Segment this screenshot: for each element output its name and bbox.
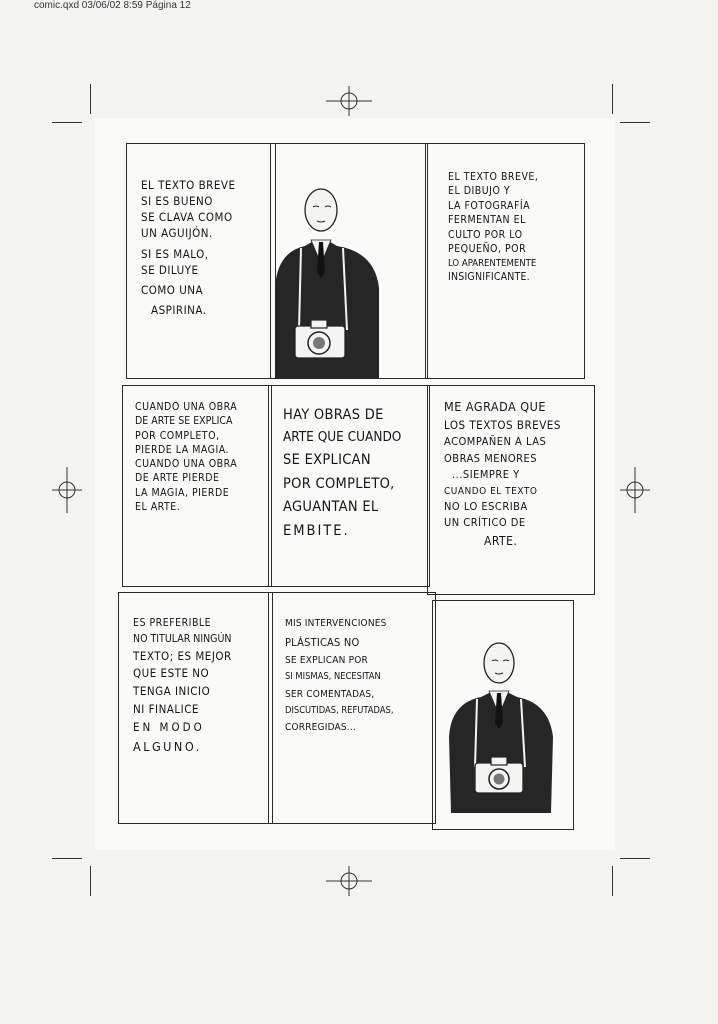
comic-panel-2 <box>270 143 428 379</box>
text-line: CULTO POR LO <box>448 228 523 241</box>
text-line: EL DIBUJO Y <box>448 185 511 198</box>
text-line: FERMENTAN EL <box>448 214 526 227</box>
text-line: CORREGIDAS... <box>285 722 356 734</box>
text-line: UN AGUIJÓN. <box>141 225 213 240</box>
crop-mark <box>612 84 613 114</box>
text-line: LOS TEXTOS BREVES <box>444 417 561 432</box>
comic-panel-1 <box>126 143 276 379</box>
text-line: SE EXPLICAN POR <box>285 654 368 666</box>
text-line: DE ARTE PIERDE <box>135 472 220 485</box>
text-line: LO APARENTEMENTE <box>448 257 537 269</box>
text-line: LA FOTOGRAFÍA <box>448 199 531 212</box>
text-line: PLÁSTICAS NO <box>285 635 360 649</box>
photographer-figure-icon <box>441 637 561 817</box>
panel-6-text <box>444 398 561 550</box>
text-line: CUANDO UNA OBRA <box>135 458 238 471</box>
text-line: TENGA INICIO <box>133 684 211 699</box>
crop-mark <box>52 122 82 123</box>
registration-mark-icon <box>620 467 650 513</box>
comic-panel-6 <box>427 385 595 595</box>
comic-panel-4 <box>122 385 272 587</box>
text-line: SE DILUYE <box>141 263 199 278</box>
text-line: CUANDO UNA OBRA <box>135 401 238 413</box>
text-line: ES PREFERIBLE <box>133 617 212 629</box>
text-line: SI ES MALO, <box>141 247 209 262</box>
registration-mark-icon <box>52 467 82 513</box>
crop-mark <box>620 122 650 123</box>
text-line: SI ES BUENO <box>141 193 213 208</box>
crop-mark <box>612 866 613 896</box>
crop-mark <box>620 858 650 859</box>
text-line: EL ARTE. <box>135 500 181 513</box>
text-line: ...SIEMPRE Y <box>452 468 520 481</box>
text-line: DE ARTE SE EXPLICA <box>135 415 233 428</box>
text-line: ALGUNO. <box>133 738 202 754</box>
comic-panel-5 <box>268 385 430 587</box>
text-line: ARTE. <box>484 533 518 548</box>
text-line: POR COMPLETO, <box>135 429 220 442</box>
text-line: PIERDE LA MAGIA. <box>135 443 230 456</box>
crop-mark <box>52 858 82 859</box>
text-line: SI MISMAS, NECESITAN <box>285 671 381 683</box>
text-line: NO LO ESCRIBA <box>444 499 528 513</box>
text-line: TEXTO; ES MEJOR <box>133 648 232 663</box>
text-line: ACOMPAÑEN A LAS <box>444 435 547 448</box>
photographer-figure-icon <box>271 180 391 380</box>
text-line: NI FINALICE <box>133 701 199 716</box>
comic-panel-8 <box>268 592 436 824</box>
text-line: HAY OBRAS DE <box>283 407 384 423</box>
registration-mark-icon <box>326 86 372 116</box>
panel-8-text <box>285 615 393 737</box>
text-line: SER COMENTADAS, <box>285 688 375 700</box>
panel-3-text <box>448 170 538 285</box>
text-line: EN MODO <box>133 719 205 734</box>
text-line: INSIGNIFICANTE. <box>448 271 530 284</box>
text-line: SE CLAVA COMO <box>141 209 233 224</box>
text-line: POR COMPLETO, <box>283 475 395 492</box>
text-line: MIS INTERVENCIONES <box>285 618 387 629</box>
text-line: ARTE QUE CUANDO <box>283 429 402 446</box>
text-line: DISCUTIDAS, REFUTADAS, <box>285 705 394 717</box>
text-line: CUANDO EL TEXTO <box>444 485 538 497</box>
file-slug-header: comic.qxd 03/06/02 8:59 Página 12 <box>34 0 191 11</box>
crop-mark <box>90 84 91 114</box>
comic-panel-3 <box>425 143 585 379</box>
panel-4-text <box>135 400 237 514</box>
registration-mark-icon <box>326 866 372 896</box>
panel-5-text <box>283 404 401 543</box>
text-line: QUE ESTE NO <box>133 666 210 681</box>
text-line: AGUANTAN EL <box>283 499 379 516</box>
text-line: EL TEXTO BREVE, <box>448 171 539 183</box>
comic-panel-9 <box>432 600 574 830</box>
panel-7-text <box>133 615 232 756</box>
comic-panel-7 <box>118 592 273 824</box>
text-line: PEQUEÑO, POR <box>448 243 527 256</box>
text-line: EL TEXTO BREVE <box>141 178 236 192</box>
text-line: SE EXPLICAN <box>283 452 371 469</box>
text-line: OBRAS MENORES <box>444 451 538 465</box>
text-line: ASPIRINA. <box>151 303 207 318</box>
text-line: ME AGRADA QUE <box>444 399 546 414</box>
panel-1-text <box>141 178 236 319</box>
text-line: COMO UNA <box>141 283 204 298</box>
text-line: LA MAGIA, PIERDE <box>135 486 230 499</box>
text-line: EMBITE. <box>283 522 350 539</box>
text-line: NO TITULAR NINGÚN <box>133 633 232 646</box>
crop-mark <box>90 866 91 896</box>
text-line: UN CRÍTICO DE <box>444 516 526 529</box>
